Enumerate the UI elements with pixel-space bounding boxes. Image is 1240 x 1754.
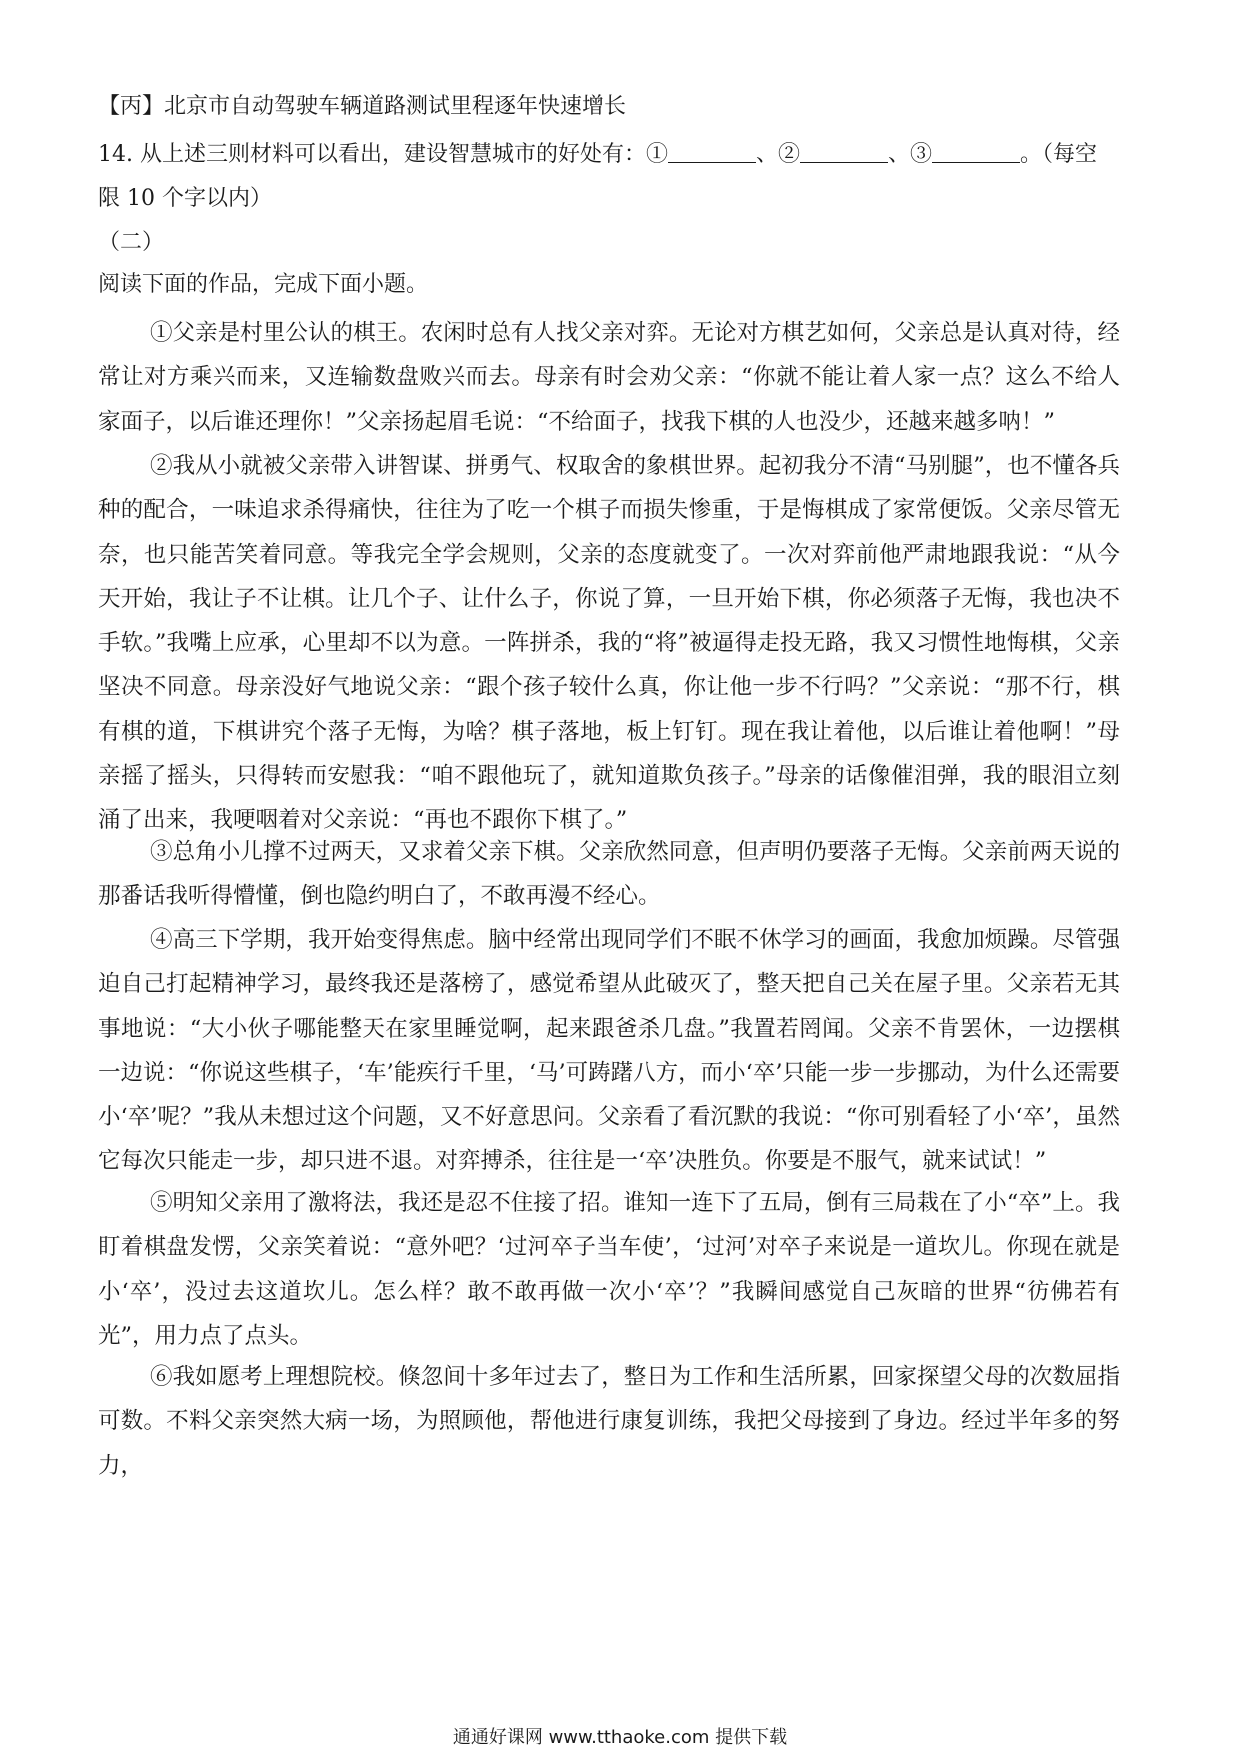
paragraph-6 — [98, 1355, 1120, 1488]
paragraph-4 — [98, 918, 1120, 1184]
paragraph-3 — [98, 830, 1120, 919]
page-footer: 通通好课网 www.tthaoke.com 提供下载 — [452, 1727, 788, 1748]
paragraph-6-text: ⑥我如愿考上理想院校。倏忽间十多年过去了，整日为工作和生活所累，回家探望父母的次数屈指可数。不料父亲突然大病一场，为照顾他，帮他进行康复训练，我把父母接到了身边。经过半年多的努力， — [98, 1364, 1120, 1479]
section-label: （二） — [98, 230, 165, 255]
question-14 — [98, 140, 1118, 170]
question-14-limit: 限 10 个字以内） — [98, 186, 272, 211]
answer-blank-1[interactable] — [668, 142, 756, 163]
answer-blank-3[interactable] — [932, 142, 1020, 163]
paragraph-1 — [98, 311, 1120, 444]
question-14-suffix: 。（每空 — [1020, 142, 1098, 167]
paragraph-2 — [98, 444, 1120, 843]
paragraph-5-text: ⑤明知父亲用了激将法，我还是忍不住接了招。谁知一连下了五局，倒有三局栽在了小“卒”上。我盯着棋盘发愣，父亲笑着说：“意外吧？‘过河卒子当车使’，‘过河’对卒子来说是一道坎儿。你现在就是小‘卒’，没过去这道坎儿。怎么样？敢不敢再做一次小‘卒’？”我瞬间感觉自己灰暗的世界“彷佛若有光”，用力点了点头。 — [98, 1190, 1120, 1349]
question-14-sep2: 、③ — [888, 142, 933, 167]
paragraph-2-text: ②我从小就被父亲带入讲智谋、拼勇气、权取舍的象棋世界。起初我分不清“马别腿”，也不懂各兵种的配合，一味追求杀得痛快，往往为了吃一个棋子而损失惨重，于是悔棋成了家常便饭。父亲尽管无奈，也只能苦笑着同意。等我完全学会规则，父亲的态度就变了。一次对弈前他严肃地跟我说：“从今天开始，我让子不让棋。让几个子、让什么子，你说了算，一旦开始下棋，你必须落子无悔，我也决不手软。”我嘴上应承，心里却不以为意。一阵拼杀，我的“将”被逼得走投无路，我又习惯性地悔棋，父亲坚决不同意。母亲没好气地说父亲：“跟个孩子较什么真，你让他一步不行吗？”父亲说：“那不行，棋有棋的道，下棋讲究个落子无悔，为啥？棋子落地，板上钉钉。现在我让着他，以后谁让着他啊！”母亲摇了摇头，只得转而安慰我：“咱不跟他玩了，就知道欺负孩子。”母亲的话像催泪弹，我的眼泪立刻涌了出来，我哽咽着对父亲说：“再也不跟你下棋了。” — [98, 453, 1120, 834]
paragraph-3-text: ③总角小儿撑不过两天，又求着父亲下棋。父亲欣然同意，但声明仍要落子无悔。父亲前两天说的那番话我听得懵懂，倒也隐约明白了，不敢再漫不经心。 — [98, 839, 1120, 910]
paragraph-5 — [98, 1181, 1120, 1358]
question-14-sep1: 、② — [755, 142, 800, 167]
answer-blank-2[interactable] — [800, 142, 888, 163]
paragraph-4-text: ④高三下学期，我开始变得焦虑。脑中经常出现同学们不眠不休学习的画面，我愈加烦躁。尽管强迫自己打起精神学习，最终我还是落榜了，感觉希望从此破灭了，整天把自己关在屋子里。父亲若无其事地说：“大小伙子哪能整天在家里睡觉啊，起来跟爸杀几盘。”我置若罔闻。父亲不肯罢休，一边摆棋一边说：“你说这些棋子，‘车’能疾行千里，‘马’可踌躇八方，而小‘卒’只能一步一步挪动，为什么还需要小‘卒’呢？”我从未想过这个问题，又不好意思问。父亲看了看沉默的我说：“你可别看轻了小‘卒’，虽然它每次只能走一步，却只进不退。对弈搏杀，往往是一‘卒’决胜负。你要是不服气，就来试试！” — [98, 927, 1120, 1175]
reading-instruction: 阅读下面的作品，完成下面小题。 — [98, 272, 429, 297]
material-bing-heading: 【丙】北京市自动驾驶车辆道路测试里程逐年快速增长 — [98, 94, 627, 119]
paragraph-1-text: ①父亲是村里公认的棋王。农闲时总有人找父亲对弈。无论对方棋艺如何，父亲总是认真对待，经常让对方乘兴而来，又连输数盘败兴而去。母亲有时会劝父亲：“你就不能让着人家一点？这么不给人家面子，以后谁还理你！”父亲扬起眉毛说：“不给面子，找我下棋的人也没少，还越来越多呐！” — [98, 320, 1120, 435]
question-14-prefix: 14. 从上述三则材料可以看出，建设智慧城市的好处有：① — [98, 142, 668, 167]
